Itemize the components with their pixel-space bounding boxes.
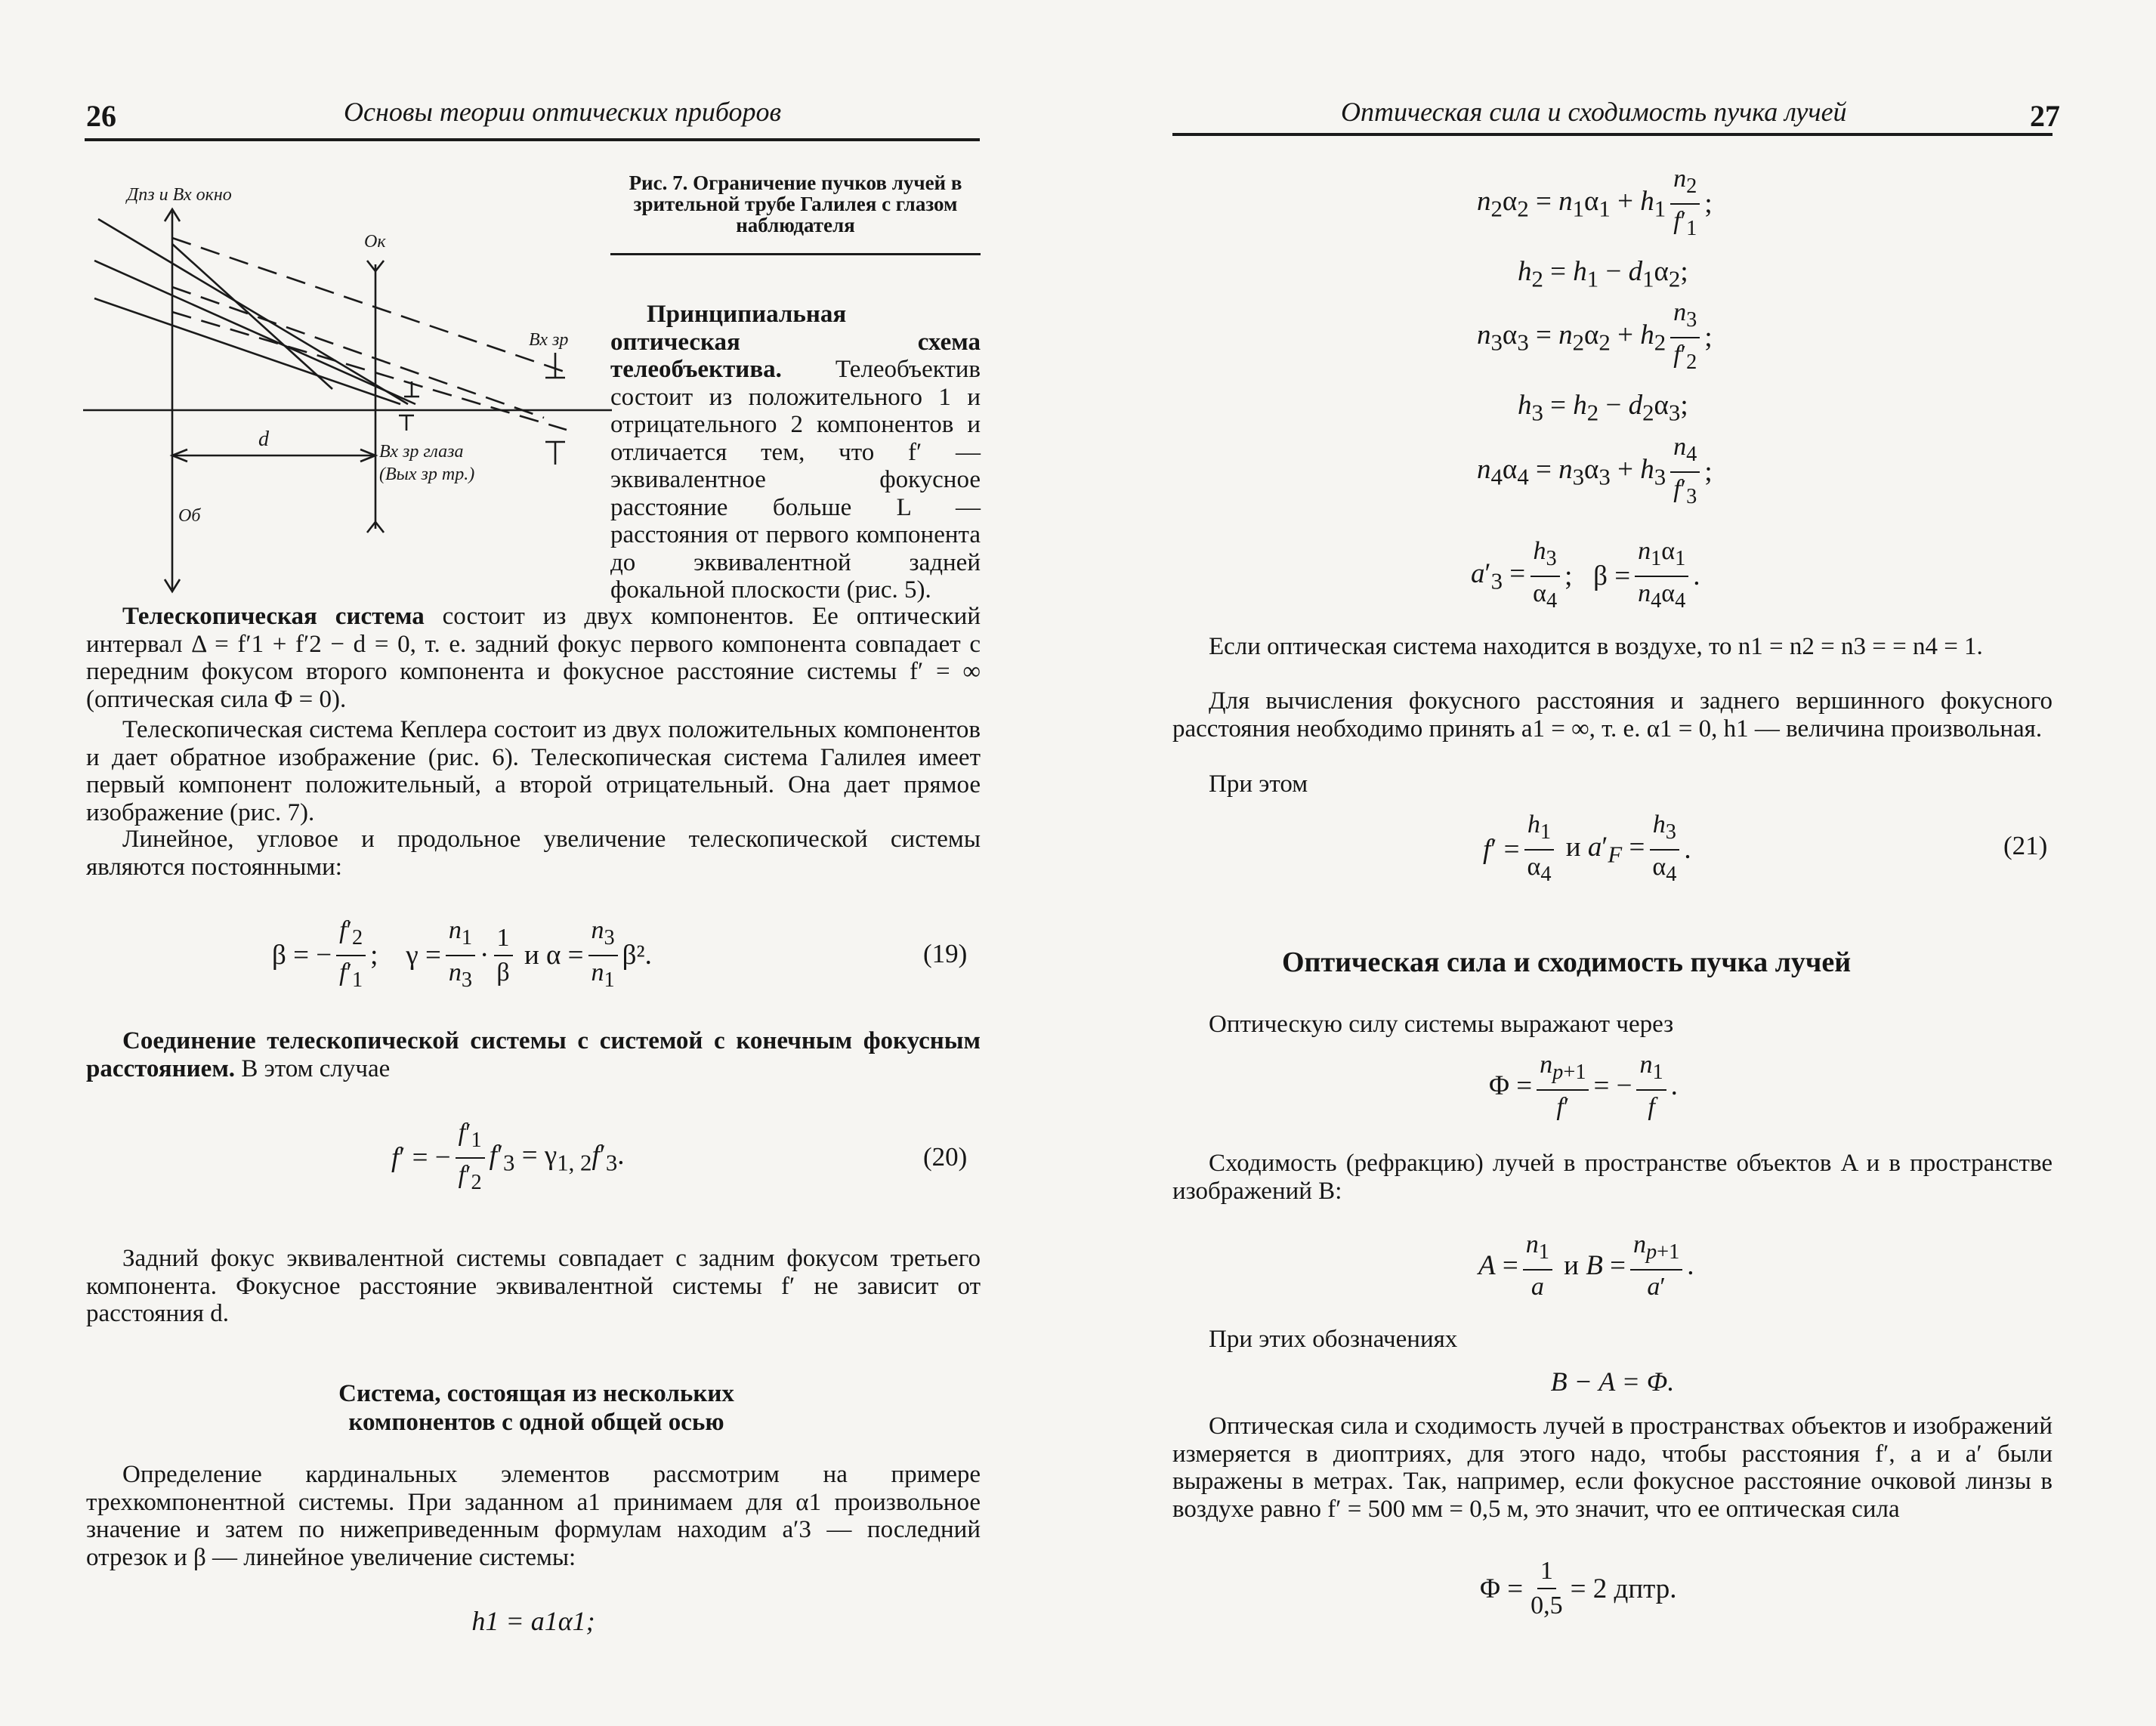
label-vkhzr: Вх зр bbox=[529, 330, 569, 350]
notation-paragraph: При этих обозначениях bbox=[1209, 1326, 1458, 1353]
magnification-paragraph: Линейное, угловое и продольное увеличение телескопической системы являются постоянными: bbox=[86, 826, 981, 881]
section-heading-multicomponent: Система, состоящая из нескольких компонентов с одной общей осью bbox=[338, 1380, 734, 1436]
page-number: 27 bbox=[2030, 99, 2060, 133]
figure-caption: Рис. 7. Ограничение пучков лучей в зрительной трубе Галилея с глазом наблюдателя bbox=[629, 171, 962, 236]
telephoto-heading: Принципиальная оптическая схема телеобъектива. bbox=[610, 301, 981, 383]
connection-body: В этом случае bbox=[235, 1054, 391, 1082]
label-vykh: (Вых зр тр.) bbox=[379, 465, 475, 484]
telescopic-body: состоит из двух компонентов. Ее оптический интервал Δ = f′1 + f′2 − d = 0, т. е. задний фокус первого компонента совпадает с передним фокусом второго компонента и фокусное расстояние системы f′ = ∞ (оптическая сила Φ = 0). bbox=[86, 603, 981, 713]
formula-h3: $h_3 = h_2 - d_2\alpha_3$; bbox=[1518, 390, 1688, 426]
telescopic-heading: Телескопическая система bbox=[122, 603, 425, 630]
telephoto-body: Телеобъектив состоит из положительного 1 и отрицательного 2 компонентов и отличается тем, что f′ — эквивалентное фокусное расстояние больше L — расстояния от первого компонента до эквивалентной задней фокальной плоскости (рис. 5). bbox=[610, 356, 981, 604]
diopters-paragraph: Оптическая сила и сходимость лучей в пространствах объектов и изображений измеряется в диоптриях, для этого надо, чтобы расстояния f′, a и a′ были выражены в метрах. Так, например, если фокусное расстояние очковой линзы в воздухе равно f′ = 500 мм = 0,5 м, это значит, что ее оптическая сила bbox=[1172, 1413, 2053, 1523]
calculation-paragraph: Для вычисления фокусного расстояния и заднего вершинного фокусного расстояния необходимо принять a1 = ∞, т. е. α1 = 0, h1 — величина произвольная. bbox=[1172, 687, 2053, 743]
formula-phi: Φ = $\frac{n_{p+1}}{f'}$ = − $\frac{n_1}{f}$ . bbox=[1489, 1048, 1678, 1124]
telephoto-paragraph bbox=[610, 301, 981, 604]
label-apz: Дпз и Вх окно bbox=[127, 185, 232, 205]
equation-number-19: (19) bbox=[923, 939, 968, 968]
formula-n2a2: $n_2\alpha_2 = n_1\alpha_1 + h_1$ $n_2$ $f'_1$ ; bbox=[1477, 162, 1713, 245]
caption-rule bbox=[610, 253, 981, 255]
diopter-result: = 2 дптр. bbox=[1570, 1573, 1677, 1604]
kepler-paragraph: Телескопическая система Кеплера состоит из двух положительных компонентов и дает обратное изображение (рис. 6). Телескопическая система Галилея имеет первый компонент положительный, а второй отрицательный. Она дает прямое изображение (рис. 7). bbox=[86, 716, 981, 826]
label-vkhzr-glaza: Вх зр глаза bbox=[379, 442, 464, 462]
equation-b-minus-a: B − A = Φ. bbox=[1550, 1366, 1675, 1397]
galilean-telescope-diagram bbox=[83, 178, 612, 601]
label-d: d bbox=[258, 428, 269, 451]
header-rule bbox=[85, 138, 980, 141]
equation-number-20: (20) bbox=[923, 1142, 968, 1172]
equation-h1: h1 = a1α1; bbox=[471, 1606, 595, 1636]
then-paragraph: При этом bbox=[1209, 770, 1308, 798]
power-paragraph: Оптическую силу системы выражают через bbox=[1209, 1011, 1674, 1038]
running-head: Оптическая сила и сходимость пучка лучей bbox=[1341, 97, 1847, 127]
connection-paragraph bbox=[86, 1027, 981, 1082]
header-rule bbox=[1172, 133, 2053, 136]
formula-phi-example: Φ = $\frac{1}{0,5}$ = 2 дптр. bbox=[1480, 1555, 1677, 1623]
connection-heading: Соединение телескопической системы с системой с конечным фокусным расстоянием. bbox=[86, 1027, 981, 1082]
section-heading-optical-power: Оптическая сила и сходимость пучка лучей bbox=[1282, 946, 1852, 978]
telescopic-paragraph bbox=[86, 603, 981, 713]
formula-20: f′ = − $\frac{f'_1}{f'_2}$ $f'_3 = \gamma_{1, 2}f'_3$. bbox=[391, 1116, 624, 1200]
formula-n4a4: $n_4\alpha_4 = n_3\alpha_3 + h_3$ $n_4$ $f'_3$ ; bbox=[1477, 431, 1713, 514]
formula-n3a3: $n_3\alpha_3 = n_2\alpha_2 + h_2$ $n_3$ $f'_2$ ; bbox=[1477, 296, 1713, 379]
formula-h2: $h_2 = h_1 - d_1\alpha_2$; bbox=[1518, 256, 1688, 292]
page-number: 26 bbox=[86, 99, 116, 133]
formula-19: β = − $\frac{f'_2}{f'_1}$ ; γ = $\frac{n_1}{n_3}$ · 1 β и α = $\frac{n_3}{n_1}$ β². bbox=[272, 914, 652, 997]
convergence-paragraph: Сходимость (рефракцию) лучей в пространстве объектов A и в пространстве изображений B: bbox=[1172, 1150, 2053, 1205]
right-page bbox=[1078, 0, 2156, 1726]
formula-a-b: A = $\frac{n_1}{a}$ и B = $\frac{n_{p+1}}{a'}$ . bbox=[1478, 1228, 1694, 1304]
formula-a3-beta: $a'_3$ = $\frac{h_3}{\alpha_4}$ ; β = $\frac{n_1\alpha_1}{n_4\alpha_4}$ . bbox=[1471, 535, 1700, 618]
air-paragraph: Если оптическая система находится в воздухе, то n1 = n2 = n3 = = n4 = 1. bbox=[1209, 633, 1983, 660]
label-ok: Ок bbox=[364, 232, 386, 252]
cardinal-elements-paragraph: Определение кардинальных элементов рассмотрим на примере трехкомпонентной системы. При заданном a1 принимаем для α1 произвольное значение и затем по нижеприведенным формулам находим a′3 — последний отрезок и β — линейное увеличение системы: bbox=[86, 1461, 981, 1571]
formula-21: f′ = $\frac{h_1}{\alpha_4}$ и $a'_F$ = $\frac{h_3}{\alpha_4}$ . bbox=[1483, 808, 1691, 891]
running-head: Основы теории оптических приборов bbox=[344, 97, 782, 127]
equation-number-21: (21) bbox=[2003, 831, 2048, 860]
label-ob: Об bbox=[178, 506, 201, 526]
back-focus-paragraph: Задний фокус эквивалентной системы совпадает с задним фокусом третьего компонента. Фокусное расстояние эквивалентной системы f′ не зависит от расстояния d. bbox=[86, 1245, 981, 1327]
